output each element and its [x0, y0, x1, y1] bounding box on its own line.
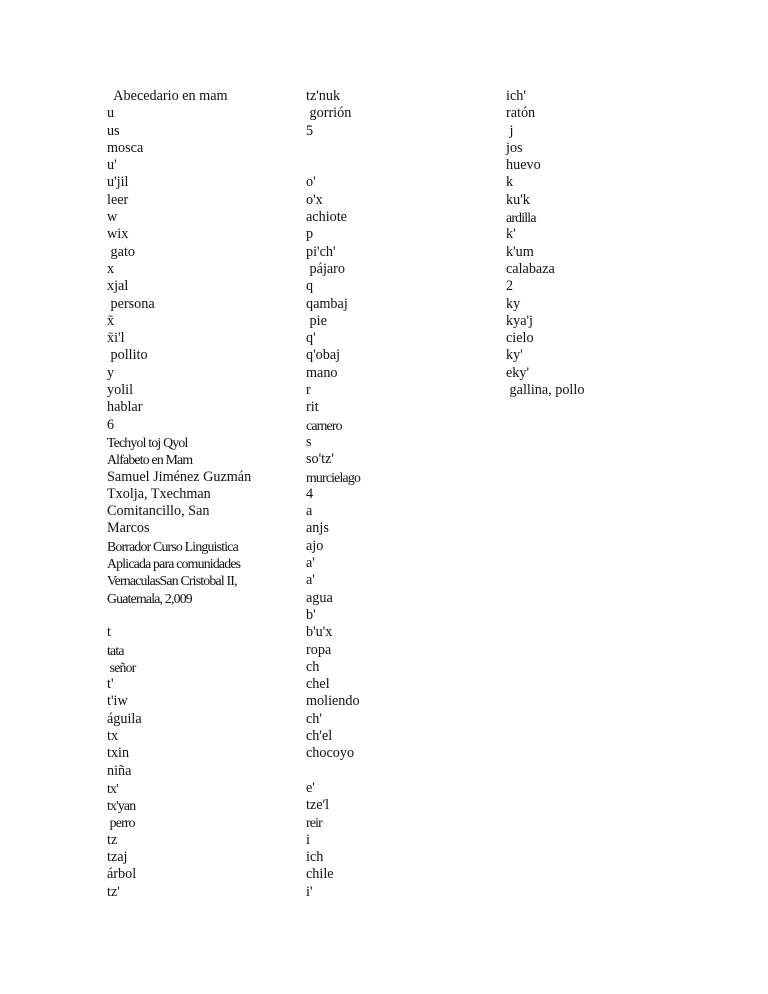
- text-line: gallina, pollo: [506, 382, 585, 399]
- text-line: cielo: [506, 330, 534, 347]
- text-line: carnero: [306, 417, 342, 433]
- text-line: tz: [107, 831, 118, 848]
- text-line: Samuel Jiménez Guzmán: [107, 468, 252, 485]
- text-line: i': [306, 883, 313, 900]
- text-line: u'jil: [107, 174, 129, 191]
- column-right: [506, 88, 706, 399]
- text-line: hablar: [107, 399, 143, 416]
- text-line: x: [107, 260, 115, 277]
- text-line: k: [506, 174, 514, 191]
- text-line: a: [306, 503, 313, 520]
- text-line: tx: [107, 727, 119, 744]
- text-line: águila: [107, 710, 142, 727]
- text-line: i: [306, 831, 310, 848]
- text-line: wix: [107, 226, 129, 243]
- text-line: tzaj: [107, 849, 128, 866]
- text-line: chile: [306, 866, 334, 883]
- text-line: árbol: [107, 866, 137, 883]
- text-line: xjal: [107, 278, 129, 295]
- text-line: ajo: [306, 537, 324, 554]
- text-line: o'x: [306, 191, 323, 208]
- text-line: tx'yan: [107, 798, 136, 814]
- text-line: achiote: [306, 209, 347, 226]
- text-line: Abecedario en mam: [107, 88, 228, 104]
- text-line: ku'k: [506, 191, 530, 208]
- text-line: [107, 607, 297, 624]
- text-line: 5: [306, 122, 314, 139]
- text-line: a': [306, 555, 315, 572]
- text-line: pi'ch': [306, 243, 336, 260]
- text-line: p: [306, 226, 314, 243]
- text-line: moliendo: [306, 693, 360, 710]
- text-line: x̄i'l: [107, 330, 125, 347]
- text-line: leer: [107, 191, 129, 208]
- text-line: mosca: [107, 139, 144, 156]
- text-line: Borrador Curso Linguistica: [107, 538, 238, 554]
- text-line: tze'l: [306, 797, 330, 814]
- text-line: [306, 157, 496, 174]
- text-line: pájaro: [306, 260, 345, 277]
- text-line: perro: [107, 815, 135, 831]
- text-line: Guatemala, 2,009: [107, 590, 192, 606]
- text-line: x̄: [107, 312, 115, 329]
- text-line: chel: [306, 676, 330, 693]
- text-line: yolil: [107, 382, 134, 399]
- text-line: y: [107, 364, 115, 381]
- text-line: niña: [107, 762, 132, 779]
- text-line: t: [107, 624, 111, 641]
- text-line: eky': [506, 364, 530, 381]
- text-line: u': [107, 157, 117, 174]
- text-line: gato: [107, 243, 135, 260]
- text-line: ratón: [506, 105, 536, 122]
- text-line: calabaza: [506, 260, 555, 277]
- text-line: txin: [107, 745, 130, 762]
- text-line: señor: [107, 659, 136, 675]
- text-line: qambaj: [306, 295, 348, 312]
- text-line: so'tz': [306, 451, 334, 468]
- text-line: murcielago: [306, 469, 361, 485]
- text-line: Txolja, Txechman: [107, 485, 211, 502]
- text-line: s: [306, 433, 312, 450]
- text-line: Marcos: [107, 520, 150, 537]
- text-line: agua: [306, 589, 333, 606]
- text-line: Techyol toj Qyol: [107, 434, 188, 450]
- text-line: tata: [107, 642, 124, 658]
- text-line: 4: [306, 485, 314, 502]
- text-line: chocoyo: [306, 745, 355, 762]
- text-line: e': [306, 779, 315, 796]
- text-line: Aplicada para comunidades: [107, 556, 241, 572]
- text-line: ch': [306, 710, 322, 727]
- text-line: o': [306, 174, 316, 191]
- text-line: q: [306, 278, 314, 295]
- text-line: mano: [306, 364, 338, 381]
- text-line: j: [506, 122, 514, 139]
- text-line: jos: [506, 139, 523, 156]
- text-line: t': [107, 676, 114, 693]
- text-line: us: [107, 122, 120, 139]
- text-line: ky': [506, 347, 523, 364]
- text-line: r: [306, 382, 311, 399]
- text-line: huevo: [506, 157, 541, 174]
- text-line: ch: [306, 658, 320, 675]
- text-line: ropa: [306, 641, 332, 658]
- text-line: anjs: [306, 520, 329, 537]
- text-line: q': [306, 330, 316, 347]
- text-line: ch'el: [306, 727, 333, 744]
- text-line: Comitancillo, San: [107, 503, 210, 520]
- text-line: rit: [306, 399, 319, 416]
- text-line: u: [107, 105, 115, 122]
- text-line: a': [306, 572, 315, 589]
- text-line: k': [506, 226, 516, 243]
- text-line: q'obaj: [306, 347, 341, 364]
- text-line: gorrión: [306, 105, 352, 122]
- text-line: b': [306, 606, 316, 623]
- column-middle: [306, 88, 496, 901]
- text-line: tx': [107, 780, 118, 796]
- text-line: k'um: [506, 243, 534, 260]
- text-line: kya'j: [506, 312, 533, 329]
- text-line: t'iw: [107, 693, 128, 710]
- column-left: [107, 88, 297, 901]
- text-line: tz'nuk: [306, 88, 341, 104]
- text-line: 6: [107, 416, 115, 433]
- text-line: [306, 140, 496, 157]
- text-line: ich': [506, 88, 526, 104]
- text-line: ky: [506, 295, 521, 312]
- text-line: pollito: [107, 347, 148, 364]
- text-line: Alfabeto en Mam: [107, 452, 193, 468]
- text-line: [306, 763, 496, 780]
- text-line: pie: [306, 312, 327, 329]
- text-line: persona: [107, 295, 155, 312]
- text-line: tz': [107, 883, 120, 900]
- text-line: VernaculasSan Cristobal II,: [107, 573, 237, 589]
- text-line: w: [107, 209, 118, 226]
- text-line: ardilla: [506, 210, 536, 226]
- text-line: ich: [306, 849, 324, 866]
- text-line: reir: [306, 815, 322, 831]
- text-line: 2: [506, 278, 514, 295]
- text-line: b'u'x: [306, 624, 333, 641]
